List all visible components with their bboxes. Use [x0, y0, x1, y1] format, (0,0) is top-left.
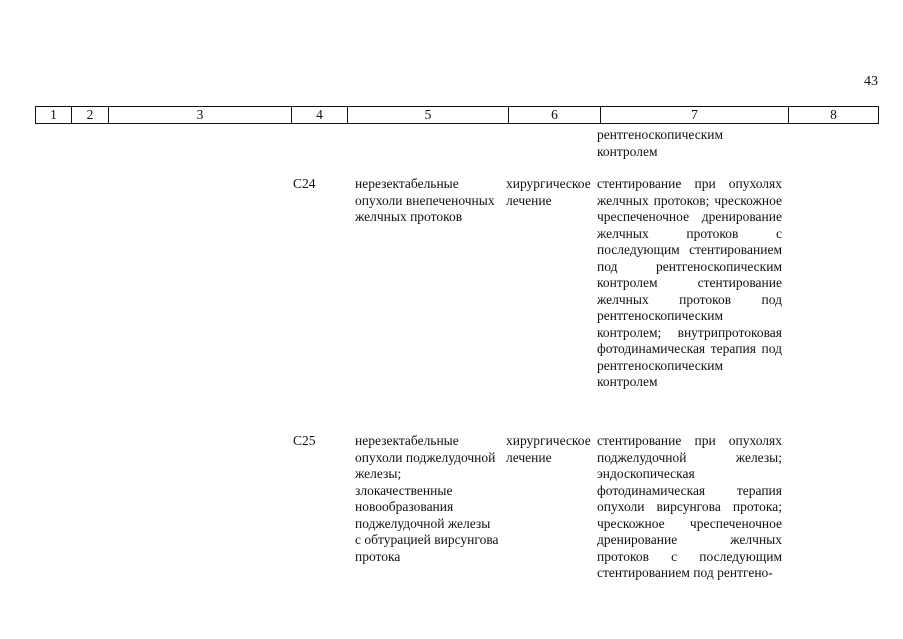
row-c24-methods: стентирование при опухолях желчных протоков; чрескожное чреспеченочное дренирование желчных протоков с последующим стентированием под рентгеноскопическим контролем стентирование желчных протоков под рентгеноскопическим контролем; внутрипротоковая фотодинамическая терапия под рентгеноскопическим контролем	[597, 176, 782, 389]
row-c25-treatment: хирургическое лечение	[506, 433, 591, 465]
row-c25-diagnosis: нерезектабельные опухоли поджелудочной железы; злокачественные новообразования поджелудочной железы с обтурацией вирсунгова протока	[355, 433, 499, 564]
row-c24-diagnosis: нерезектабельные опухоли внепеченочных желчных протоков	[355, 176, 495, 224]
page-number: 43	[864, 74, 878, 89]
column-header-4: 4	[292, 107, 348, 124]
row-c25-methods: стентирование при опухолях поджелудочной железы; эндоскопическая фотодинамическая терапия опухоли вирсунгова протока; чрескожное чреспеченочное дренирование желчных протоков с последующим стентированием под рентгено-	[597, 433, 782, 580]
row-c24-treatment: хирургическое лечение	[506, 176, 591, 208]
column-header-5: 5	[348, 107, 509, 124]
column-header-3: 3	[109, 107, 292, 124]
continuation-text: рентгеноскопическим контролем	[597, 127, 724, 159]
continuation-methods	[597, 127, 782, 160]
column-header-7: 7	[601, 107, 789, 124]
column-header-8: 8	[789, 107, 879, 124]
row-c24-code: C24	[293, 176, 316, 191]
column-header-6: 6	[509, 107, 601, 124]
column-header-2: 2	[72, 107, 109, 124]
table-header-row	[35, 106, 879, 124]
column-header-1: 1	[36, 107, 72, 124]
row-c25-code: C25	[293, 433, 316, 448]
